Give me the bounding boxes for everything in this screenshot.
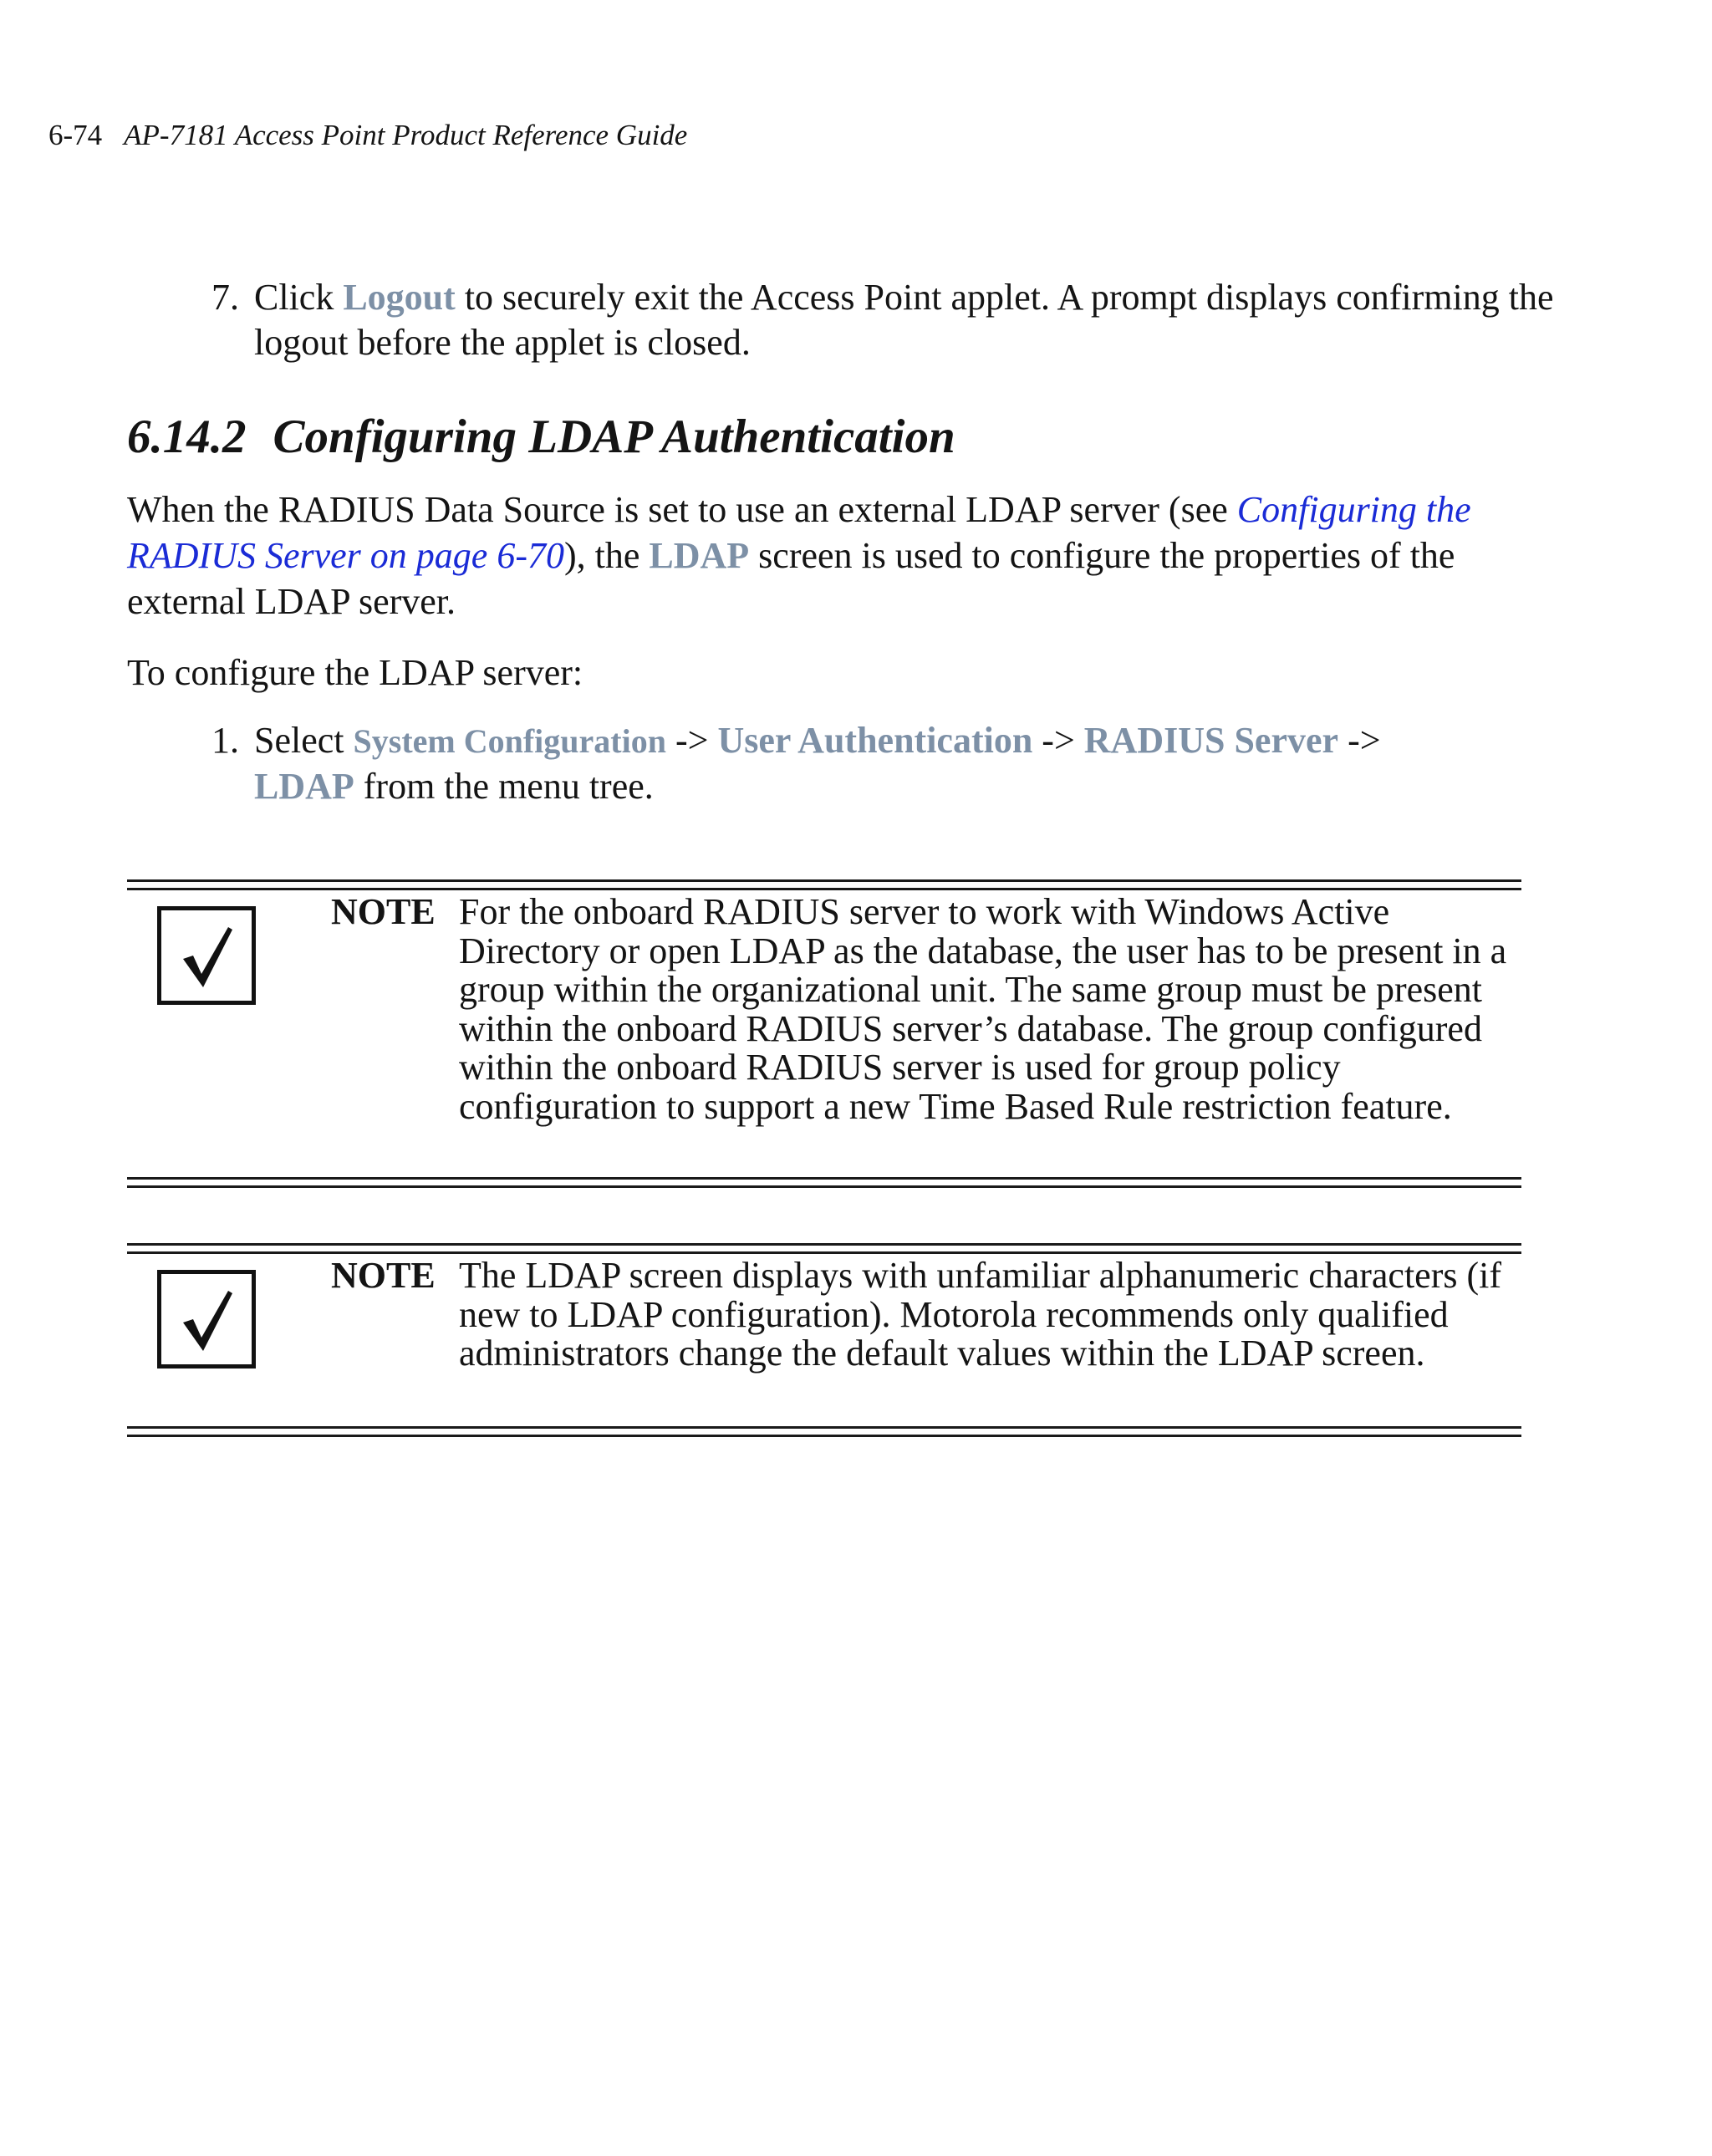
section-heading xyxy=(127,410,955,465)
note-text: For the onboard RADIUS server to work with Windows Active Directory or open LDAP as the database, the user has to be present in a group within the organizational unit. The same group must be present within the onboard RADIUS server’s database. The group configured within the onboard RADIUS server is used for group policy configuration to support a new Time Based Rule restriction feature. xyxy=(459,891,1507,1127)
note-top-rule xyxy=(127,888,1521,890)
checkmark-box-icon xyxy=(157,906,256,1005)
system-configuration-ui-reference: System Configuration xyxy=(353,722,666,760)
note-top-rule xyxy=(127,1251,1521,1254)
step-text: Select System Configuration -> User Authentication -> RADIUS Server -> LDAP from the menu tree. xyxy=(254,720,1381,807)
section-number: 6.14.2 xyxy=(127,410,247,463)
note-1 xyxy=(127,879,1521,1189)
checkmark-icon xyxy=(161,1274,252,1364)
note-bottom-rule xyxy=(127,1435,1521,1437)
radius-server-ui-reference: RADIUS Server xyxy=(1083,720,1339,761)
note-top-rule xyxy=(127,879,1521,882)
checkmark-icon xyxy=(161,910,252,1001)
step-text: Click Logout to securely exit the Access Point applet. A prompt displays confirming the logout before the applet is closed. xyxy=(254,277,1554,363)
note-bottom-rule xyxy=(127,1426,1521,1429)
ldap-ui-reference: LDAP xyxy=(254,766,354,807)
page-number: 6-74 xyxy=(48,119,103,151)
guide-title: AP-7181 Access Point Product Reference Guide xyxy=(124,119,688,151)
note-bottom-rule xyxy=(127,1185,1521,1188)
running-header xyxy=(48,117,687,154)
note-label: NOTE xyxy=(331,891,436,932)
configure-intro: To configure the LDAP server: xyxy=(127,652,583,693)
intro-paragraph: When the RADIUS Data Source is set to use an external LDAP server (see Configuring the RADIUS Server on page 6-70), the LDAP screen is used to configure the properties of the external LDAP server. xyxy=(127,489,1471,622)
step-number: 7. xyxy=(211,277,239,318)
user-authentication-ui-reference: User Authentication xyxy=(717,720,1033,761)
note-top-rule xyxy=(127,1243,1521,1246)
checkmark-box-icon xyxy=(157,1270,256,1369)
section-title-text: Configuring LDAP Authentication xyxy=(273,410,955,463)
note-text: The LDAP screen displays with unfamiliar alphanumeric characters (if new to LDAP configuration). Motorola recommends only qualified administrators change the default values within the LDAP screen. xyxy=(459,1255,1502,1374)
ldap-ui-reference: LDAP xyxy=(649,535,750,576)
note-2 xyxy=(127,1243,1521,1439)
logout-ui-reference: Logout xyxy=(343,277,456,318)
note-bottom-rule xyxy=(127,1177,1521,1180)
step-number: 1. xyxy=(211,720,239,761)
note-label: NOTE xyxy=(331,1255,436,1296)
cross-reference-link[interactable]: Configuring the RADIUS Server on page 6-70 xyxy=(127,489,1471,576)
